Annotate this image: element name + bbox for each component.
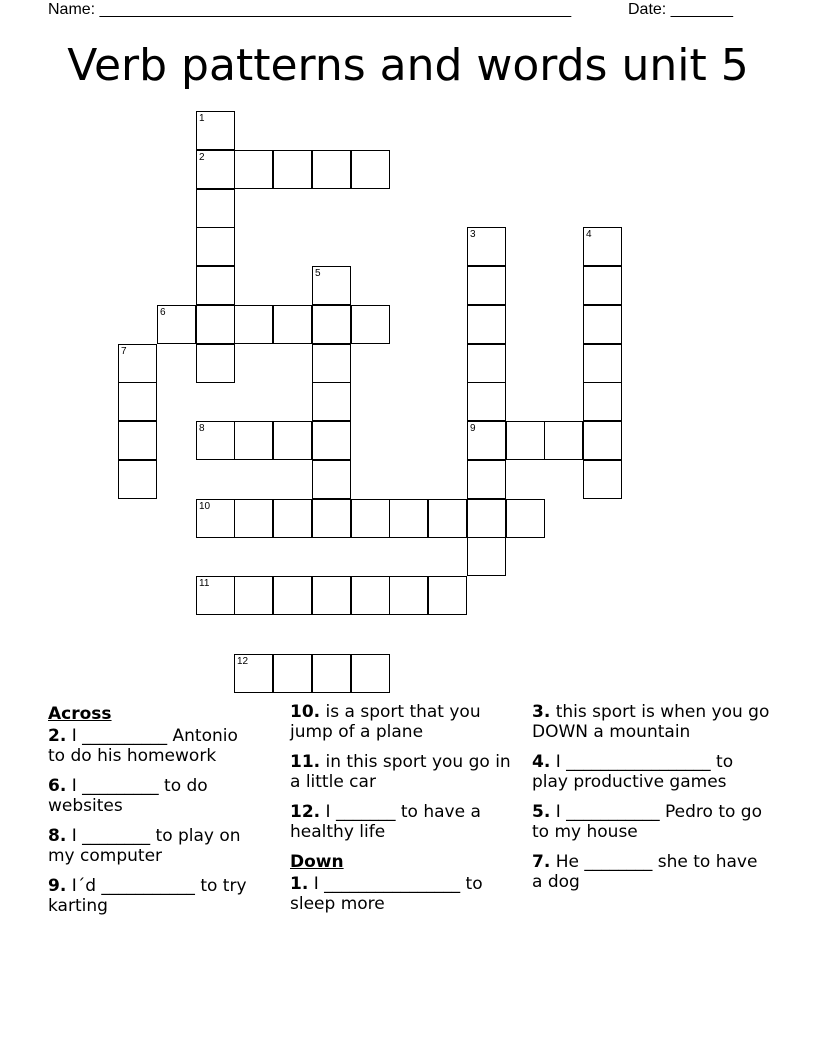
grid-cell[interactable] (273, 305, 312, 344)
grid-cell[interactable] (118, 460, 157, 499)
across-heading: Across (48, 704, 112, 724)
grid-cell[interactable] (467, 499, 506, 538)
grid-cell[interactable] (196, 305, 235, 344)
clue-number: 10 (199, 501, 211, 512)
grid-cell[interactable] (234, 654, 273, 693)
grid-cell[interactable] (118, 382, 157, 421)
grid-cell[interactable] (428, 576, 467, 615)
grid-cell[interactable] (467, 305, 506, 344)
grid-cell[interactable] (312, 305, 351, 344)
grid-cell[interactable] (467, 460, 506, 499)
grid-cell[interactable] (312, 654, 351, 693)
across-clue-2: 2. I __________ Antonio to do his homework (48, 726, 238, 766)
down-heading: Down (290, 852, 344, 872)
clue-number: 4 (586, 229, 592, 240)
clue-number: 5 (315, 268, 321, 279)
grid-cell[interactable] (196, 576, 235, 615)
grid-cell[interactable] (118, 421, 157, 460)
grid-cell[interactable] (506, 421, 545, 460)
page-title: Verb patterns and words unit 5 (67, 40, 749, 91)
grid-cell[interactable] (273, 150, 312, 189)
clue-number: 3 (470, 229, 476, 240)
grid-cell[interactable] (196, 189, 235, 228)
grid-cell[interactable] (583, 344, 622, 383)
grid-cell[interactable] (196, 421, 235, 460)
grid-cell[interactable] (583, 227, 622, 266)
grid-cell[interactable] (196, 499, 235, 538)
grid-cell[interactable] (467, 266, 506, 305)
grid-cell[interactable] (312, 576, 351, 615)
grid-cell[interactable] (312, 460, 351, 499)
grid-cell[interactable] (583, 421, 622, 460)
grid-cell[interactable] (467, 421, 506, 460)
clue-number: 1 (199, 113, 205, 124)
clues-column-2 (290, 702, 515, 924)
date-field-label: Date: _______ (628, 1, 733, 18)
grid-cell[interactable] (467, 382, 506, 421)
grid-cell[interactable] (118, 344, 157, 383)
grid-cell[interactable] (196, 150, 235, 189)
grid-cell[interactable] (157, 305, 196, 344)
clue-number: 11 (199, 578, 210, 589)
clue-number: 8 (199, 423, 205, 434)
grid-cell[interactable] (583, 305, 622, 344)
grid-cell[interactable] (234, 576, 273, 615)
grid-cell[interactable] (351, 305, 390, 344)
grid-cell[interactable] (389, 576, 428, 615)
grid-cell[interactable] (312, 499, 351, 538)
grid-cell[interactable] (273, 421, 312, 460)
grid-cell[interactable] (196, 111, 235, 150)
grid-cell[interactable] (583, 460, 622, 499)
grid-cell[interactable] (467, 227, 506, 266)
grid-cell[interactable] (312, 266, 351, 305)
clue-number: 2 (199, 152, 205, 163)
down-clue-7: 7. He ________ she to have a dog (532, 852, 758, 892)
grid-cell[interactable] (312, 150, 351, 189)
across-clue-10: 10. is a sport that you jump of a plane (290, 702, 481, 742)
grid-cell[interactable] (234, 499, 273, 538)
across-clue-8: 8. I ________ to play on my computer (48, 826, 241, 866)
grid-cell[interactable] (389, 499, 428, 538)
grid-cell[interactable] (234, 305, 273, 344)
grid-cell[interactable] (467, 344, 506, 383)
across-clue-6: 6. I _________ to do websites (48, 776, 208, 816)
grid-cell[interactable] (428, 499, 467, 538)
grid-cell[interactable] (196, 227, 235, 266)
grid-cell[interactable] (351, 576, 390, 615)
grid-cell[interactable] (196, 344, 235, 383)
grid-cell[interactable] (196, 266, 235, 305)
down-clue-1: 1. I ________________ to sleep more (290, 874, 483, 914)
grid-cell[interactable] (273, 654, 312, 693)
grid-cell[interactable] (544, 421, 583, 460)
down-clue-5: 5. I ___________ Pedro to go to my house (532, 802, 763, 842)
grid-cell[interactable] (351, 499, 390, 538)
grid-cell[interactable] (312, 344, 351, 383)
grid-cell[interactable] (273, 499, 312, 538)
grid-cell[interactable] (351, 150, 390, 189)
clues-column-1 (48, 702, 258, 926)
clues-column-3 (532, 702, 772, 902)
grid-cell[interactable] (583, 266, 622, 305)
clue-number: 6 (160, 307, 166, 318)
grid-cell[interactable] (312, 421, 351, 460)
across-clue-11: 11. in this sport you go in a little car (290, 752, 511, 792)
grid-cell[interactable] (273, 576, 312, 615)
grid-cell[interactable] (234, 421, 273, 460)
clue-number: 7 (121, 346, 127, 357)
down-clue-4: 4. I _________________ to play productive games (532, 752, 734, 792)
grid-cell[interactable] (467, 537, 506, 576)
grid-cell[interactable] (506, 499, 545, 538)
grid-cell[interactable] (234, 150, 273, 189)
grid-cell[interactable] (312, 382, 351, 421)
grid-cell[interactable] (583, 382, 622, 421)
down-clue-3: 3. this sport is when you go DOWN a mountain (532, 702, 770, 742)
across-clue-12: 12. I _______ to have a healthy life (290, 802, 481, 842)
grid-cell[interactable] (351, 654, 390, 693)
name-field-label: Name: _____________________________________________________ (48, 1, 572, 18)
clue-number: 12 (237, 656, 249, 667)
clue-number: 9 (470, 423, 476, 434)
across-clue-9: 9. I´d ___________ to try karting (48, 876, 247, 916)
